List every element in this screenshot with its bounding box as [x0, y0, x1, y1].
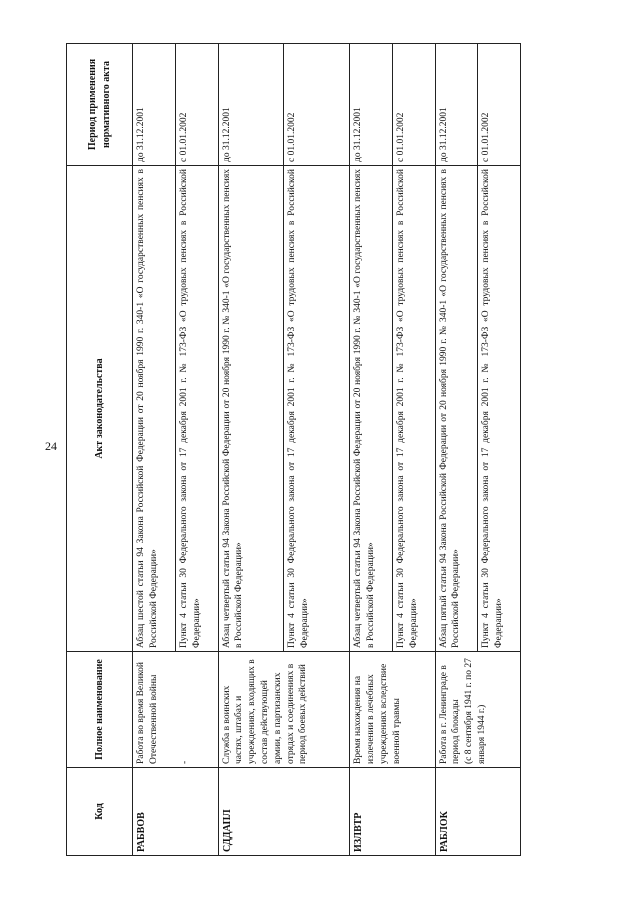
- act-cell: Абзац четвертый статьи 94 Закона Российской Федерации от 20 ноября 1990 г. № 340-1 «О государственных пенсиях в Российской Федерации»: [350, 166, 393, 652]
- period-cell: с 01.01.2002: [284, 44, 350, 166]
- row-name: Время нахождения на излечении в лечебных учреждениях вследствие военной травмы: [350, 652, 435, 768]
- row-name-text: Работа во время Великой Отечественной войны: [136, 662, 159, 764]
- table-row: [350, 44, 393, 856]
- table-row: [218, 44, 284, 856]
- row-name: [435, 652, 520, 768]
- page-number: 24: [45, 439, 57, 453]
- period-cell: до 31.12.2001: [218, 44, 284, 166]
- act-cell: Абзац четвертый статьи 94 Закона Российской Федерации от 20 ноября 1990 г. № 340-1 «О государственных пенсиях в Российской Федерации»: [218, 166, 284, 652]
- row-code: СДДАПЛ: [218, 768, 350, 856]
- row-name: [133, 652, 219, 768]
- header-code: Код: [67, 768, 133, 856]
- period-cell: с 01.01.2002: [393, 44, 436, 166]
- row-name-text: Работа в г. Ленинграде в период блокады: [438, 665, 462, 764]
- codes-table: [66, 43, 521, 856]
- period-cell: до 31.12.2001: [435, 44, 478, 166]
- header-period: Период применения нормативного акта: [67, 44, 133, 166]
- header-act: Акт законодательства: [67, 166, 133, 652]
- row-name-extra: (с 8 сентября 1941 г. по 27 января 1944 г.): [464, 658, 488, 764]
- period-cell: до 31.12.2001: [133, 44, 176, 166]
- period-cell: с 01.01.2002: [175, 44, 218, 166]
- act-cell: Пункт 4 статьи 30 Федерального закона от 17 декабря 2001 г. № 173-ФЗ «О трудовых пенсиях в Российской Федерации»: [175, 166, 218, 652]
- table-row: [435, 44, 478, 856]
- act-cell: Пункт 4 статьи 30 Федерального закона от 17 декабря 2001 г. № 173-ФЗ «О трудовых пенсиях в Российской Федерации»: [393, 166, 436, 652]
- header-name: Полное наименование: [67, 652, 133, 768]
- act-cell: Абзац пятый статьи 94 Закона Российской Федерации от 20 ноября 1990 г. № 340-1 «О государственных пенсиях в Российской Федерации»: [435, 166, 478, 652]
- row-code: РАБВОВ: [133, 768, 219, 856]
- header-row: [67, 44, 133, 856]
- row-code: ИЗЛВТР: [350, 768, 435, 856]
- row-code: РАБЛОК: [435, 768, 520, 856]
- period-cell: до 31.12.2001: [350, 44, 393, 166]
- act-cell: Пункт 4 статьи 30 Федерального закона от 17 декабря 2001 г. № 173-ФЗ «О трудовых пенсиях в Российской Федерации»: [478, 166, 521, 652]
- rotated-table-sheet: [66, 44, 521, 856]
- act-cell: Пункт 4 статьи 30 Федерального закона от 17 декабря 2001 г. № 173-ФЗ «О трудовых пенсиях в Российской Федерации»: [284, 166, 350, 652]
- row-name-extra: -: [179, 760, 190, 764]
- period-cell: с 01.01.2002: [478, 44, 521, 166]
- row-name: Служба в воинских частях, штабах и учреждениях, входящих в состав действующей армии, в партизанских отрядах и соединениях в период боевых действий: [218, 652, 350, 768]
- table-row: [133, 44, 176, 856]
- act-cell: Абзац шестой статьи 94 Закона Российской Федерации от 20 ноября 1990 г. 340-1 «О государственных пенсиях в Российской Федерации»: [133, 166, 176, 652]
